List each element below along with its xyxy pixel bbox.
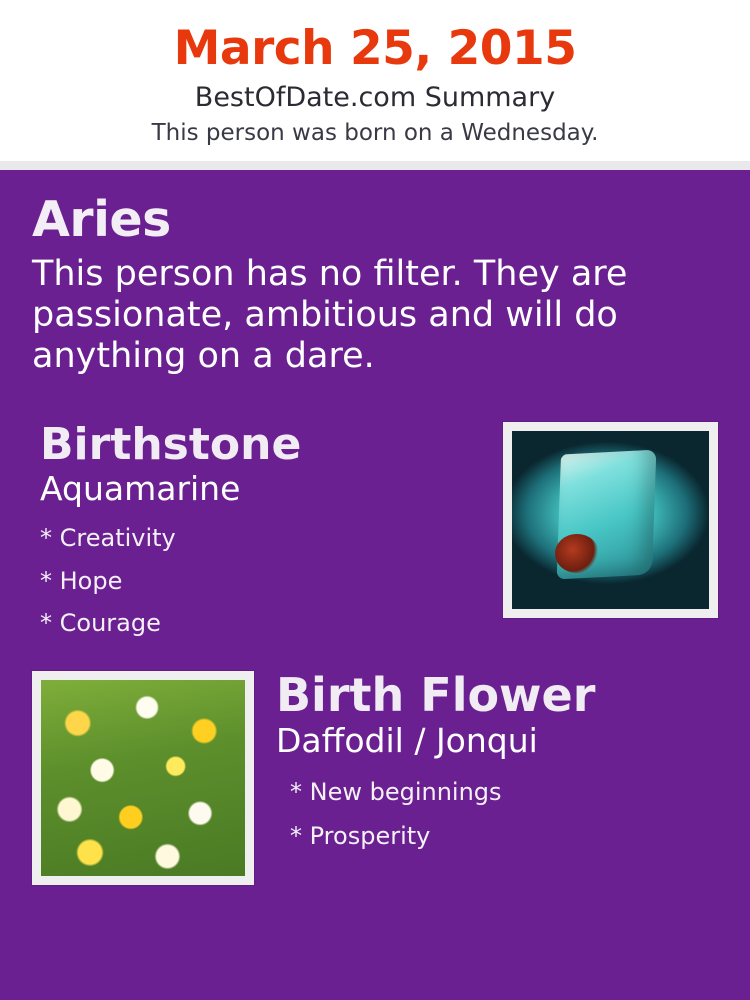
zodiac-sign-name: Aries: [32, 191, 171, 249]
birthflower-trait: * Prosperity: [290, 822, 431, 851]
birthstone-name: Aquamarine: [40, 468, 241, 508]
daffodil-flowers-photo: [41, 680, 245, 876]
card-body: [0, 170, 750, 1000]
birthflower-name: Daffodil / Jonqui: [276, 720, 538, 760]
birthflower-text: [254, 668, 596, 851]
page-title: March 25, 2015: [173, 21, 577, 76]
birthflower-trait: * New beginnings: [290, 777, 502, 806]
card-header: [0, 0, 750, 161]
birthflower-image-frame: [32, 671, 254, 885]
day-of-week-text: This person was born on a Wednesday.: [151, 119, 599, 146]
birthflower-section: [32, 668, 718, 885]
header-divider: [0, 161, 750, 170]
birthstone-image-frame: [503, 422, 718, 618]
birthstone-heading: Birthstone: [40, 418, 302, 470]
birthstone-text: [32, 418, 302, 638]
zodiac-description: This person has no filter. They are passionate, ambitious and will do anything on a dare.: [32, 253, 628, 377]
birthstone-trait: * Courage: [40, 609, 161, 638]
birthflower-heading: Birth Flower: [276, 668, 596, 723]
birthstone-trait: * Hope: [40, 566, 123, 595]
birthstone-trait: * Creativity: [40, 523, 176, 552]
birthstone-section: [32, 418, 718, 638]
aquamarine-crystal-photo: [512, 431, 709, 609]
site-summary-subtitle: BestOfDate.com Summary: [194, 81, 556, 113]
